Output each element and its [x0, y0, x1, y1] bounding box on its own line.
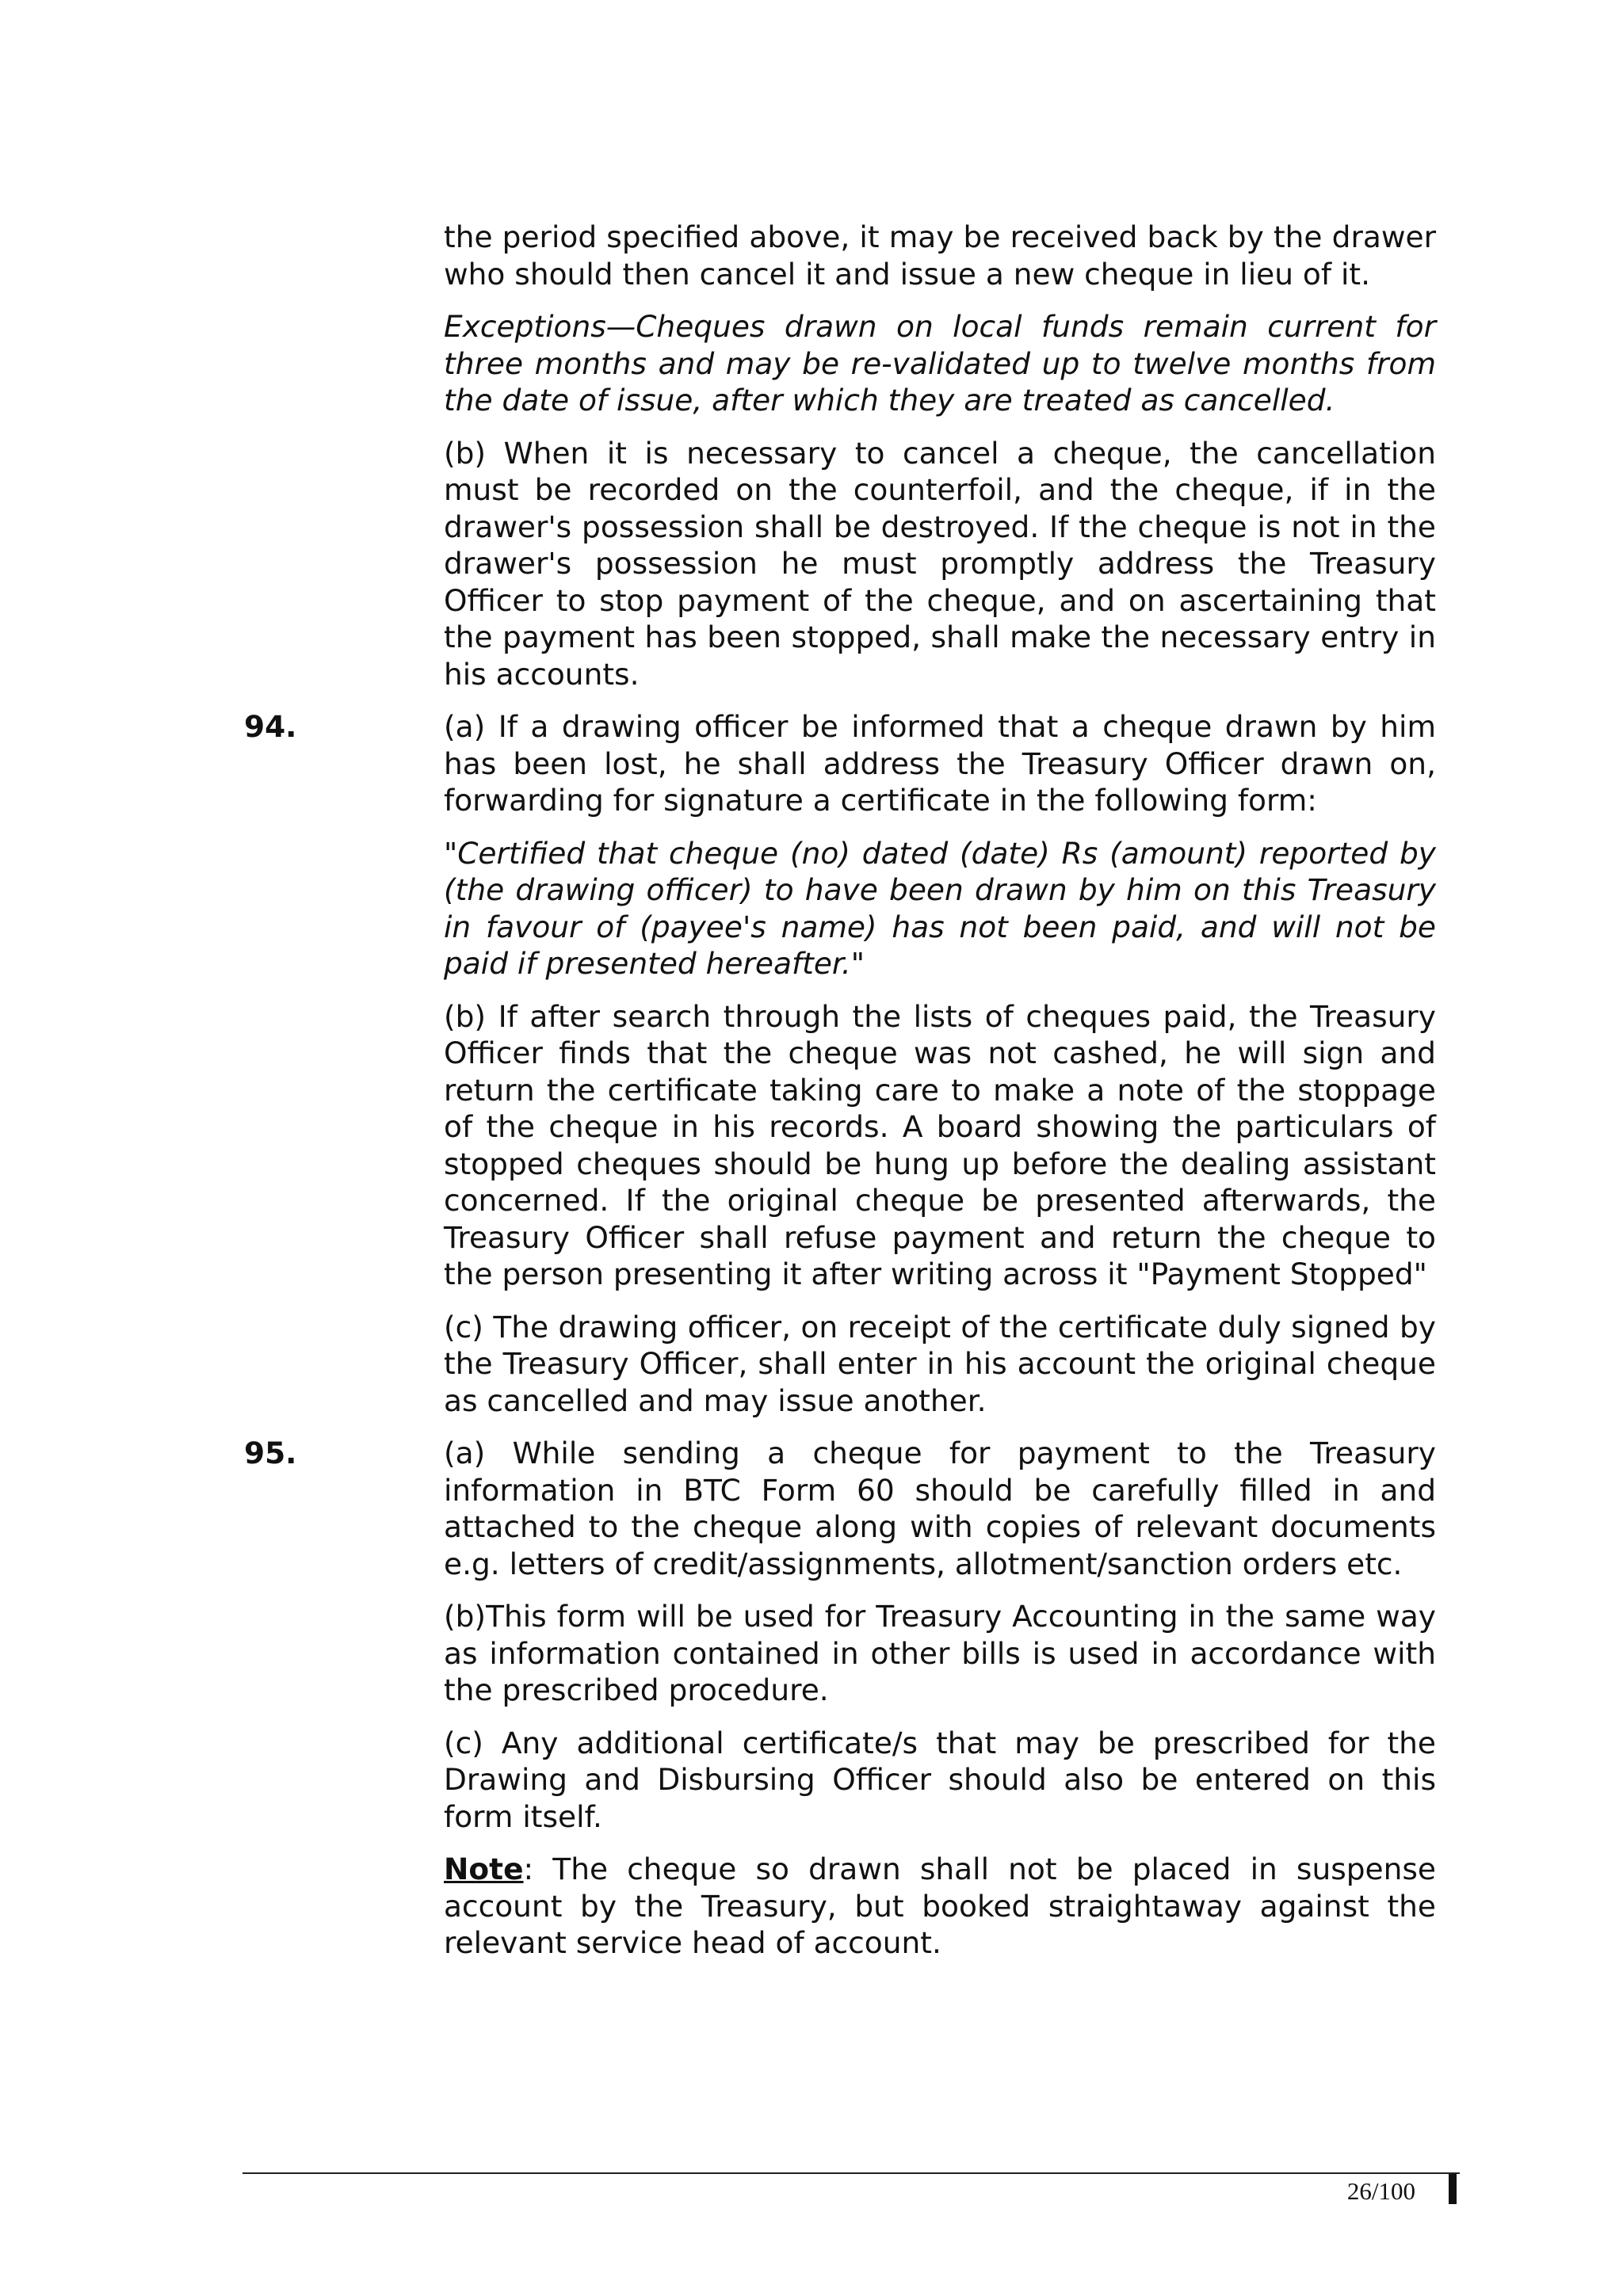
rule-94-b: (b) If after search through the lists of cheques paid, the Treasury Officer finds that the cheque was not cashed, he will sign and return the certificate taking care to make a note of the stoppage of the cheque in his records. A board showing the particulars of stopped cheques should be hung up before the dealing assistant concerned. If the original cheque be presented afterwards, the Treasury Officer shall refuse payment and return the cheque to the person presenting it after writing across it "Payment Stopped": [444, 998, 1436, 1291]
rule-94-certificate: "Certified that cheque (no) dated (date) Rs (amount) reported by (the drawing officer) to have been drawn by him on this Treasury in favour of (payee's name) has not been paid, and will not be paid if presented hereafter.": [444, 835, 1436, 981]
note-label: Note: [444, 1852, 524, 1886]
page-number: 26/100: [1346, 2177, 1415, 2205]
rule-number-94: 94.: [244, 709, 297, 744]
rule-94-a: [244, 708, 1436, 819]
rule-95-c: (c) Any additional certificate/s that may be prescribed for the Drawing and Disbursing Officer should also be entered on this form itself.: [444, 1725, 1436, 1834]
paragraph-continuation: the period specified above, it may be received back by the drawer who should then cancel it and issue a new cheque in lieu of it.: [444, 219, 1436, 292]
page-content: [244, 219, 1436, 1978]
rule-95-a: [244, 1435, 1436, 1582]
footer-rule: [242, 2172, 1460, 2174]
rule-number-95: 95.: [244, 1436, 297, 1470]
rule-95-b: (b)This form will be used for Treasury Accounting in the same way as information contained in other bills is used in accordance with the prescribed procedure.: [444, 1599, 1436, 1707]
paragraph-cancel-cheque: (b) When it is necessary to cancel a cheque, the cancellation must be recorded on the counterfoil, and the cheque, if in the drawer's possession shall be destroyed. If the cheque is not in the drawer's possession he must promptly address the Treasury Officer to stop payment of the cheque, and on ascertaining that the payment has been stopped, shall make the necessary entry in his accounts.: [444, 435, 1436, 692]
paragraph-exceptions: Exceptions—Cheques drawn on local funds remain current for three months and may be re-validated up to twelve months from the date of issue, after which they are treated as cancelled.: [444, 309, 1436, 418]
rule-95-note: [444, 1851, 1436, 1962]
footer-bar: [1449, 2174, 1457, 2204]
note-text: : The cheque so drawn shall not be placed in suspense account by the Treasury, but booked straightaway against the relevant service head of account.: [444, 1852, 1436, 1960]
rule-95-a-text: (a) While sending a cheque for payment to the Treasury information in BTC Form 60 should be carefully filled in and attached to the cheque along with copies of relevant documents e.g. letters of credit/assignments, allotment/sanction orders etc.: [444, 1436, 1436, 1581]
rule-94-a-text: (a) If a drawing officer be informed that a cheque drawn by him has been lost, he shall address the Treasury Officer drawn on, forwarding for signature a certificate in the following form:: [444, 709, 1436, 818]
rule-94-c: (c) The drawing officer, on receipt of the certificate duly signed by the Treasury Officer, shall enter in his account the original cheque as cancelled and may issue another.: [444, 1309, 1436, 1418]
